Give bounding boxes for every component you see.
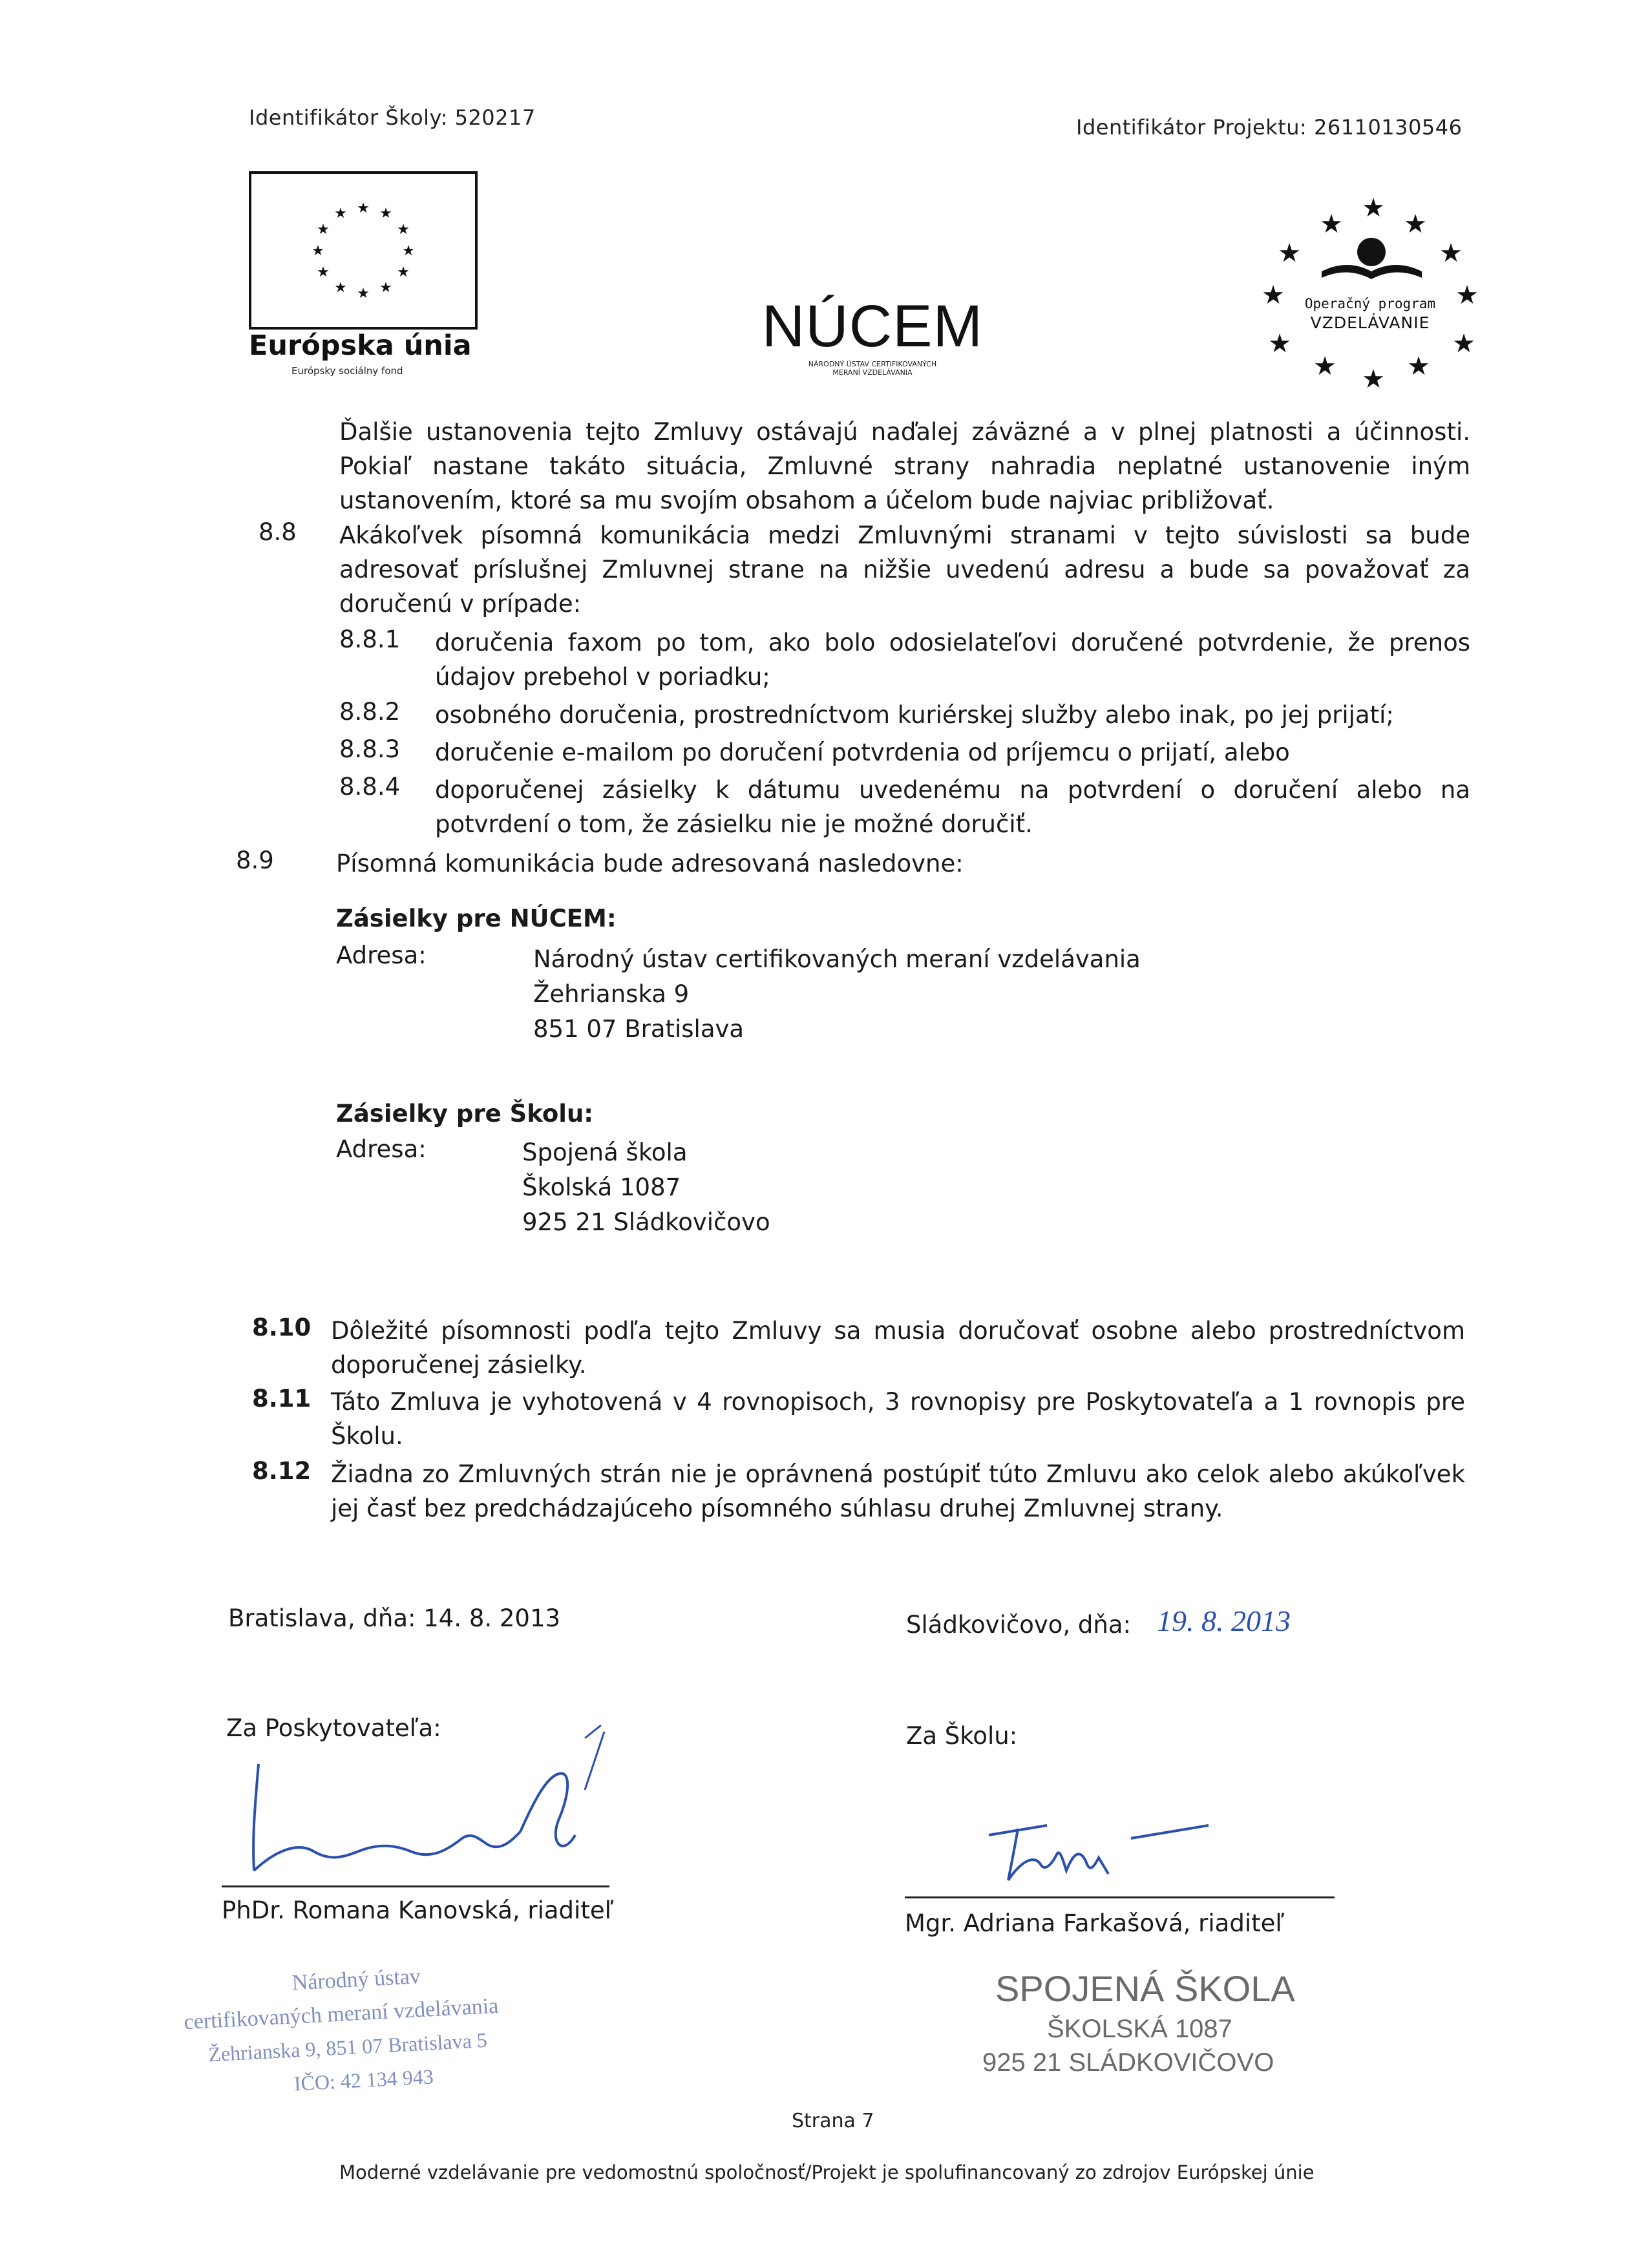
svg-text:★: ★ xyxy=(1262,280,1285,310)
eu-title: Európska únia xyxy=(249,330,472,362)
section-8-8-4-number: 8.8.4 xyxy=(339,773,401,801)
nucem-stamp-line-2: certifikovaných meraní vzdelávania xyxy=(183,1993,500,2035)
project-identifier: Identifikátor Projektu: 26110130546 xyxy=(1076,115,1463,140)
section-8-8-line-1: Akákoľvek písomná komunikácia medzi Zmluvnými stranami v tejto súvislosti sa bude xyxy=(339,521,1470,549)
footer-note: Moderné vzdelávanie pre vedomostnú spoločnosť/Projekt je spolufinancovaný zo zdrojov Európskej únie xyxy=(339,2161,1315,2183)
section-8-12-line-1: Žiadna zo Zmluvných strán nie je oprávnená postúpiť túto Zmluvu ako celok alebo akúkoľvek xyxy=(331,1460,1465,1488)
left-signature-image xyxy=(223,1712,624,1880)
nucem-address-line-2: Žehrianska 9 xyxy=(533,980,690,1008)
nucem-address-label: Adresa: xyxy=(336,941,427,969)
svg-text:★: ★ xyxy=(397,264,410,280)
svg-text:★: ★ xyxy=(317,264,330,280)
section-8-8-number: 8.8 xyxy=(259,518,297,546)
left-place-date: Bratislava, dňa: 14. 8. 2013 xyxy=(228,1604,561,1632)
nucem-stamp xyxy=(174,1944,575,2095)
school-stamp-line-2: ŠKOLSKÁ 1087 xyxy=(1047,2015,1232,2043)
section-8-8-line-2: adresovať príslušnej Zmluvnej strane na nižšie uvedenú adresu a bude sa považovať za xyxy=(339,556,1470,583)
left-signatory-name: PhDr. Romana Kanovská, riaditeľ xyxy=(222,1896,614,1924)
op-book-icon xyxy=(1322,265,1422,279)
nucem-title: NÚCEM xyxy=(761,293,984,359)
svg-text:★: ★ xyxy=(1404,209,1427,239)
svg-text:★: ★ xyxy=(1313,352,1336,381)
school-identifier: Identifikátor Školy: 520217 xyxy=(249,105,536,130)
nucem-stamp-line-4: IČO: 42 134 943 xyxy=(293,2064,434,2095)
intro-line-3: ustanovením, ktoré sa mu svojím obsahom a účelom bude najviac približovať. xyxy=(339,487,1274,514)
section-8-8-2-line-1: osobného doručenia, prostredníctvom kuriérskej služby alebo inak, po jej prijatí; xyxy=(435,701,1394,729)
section-8-11-number: 8.11 xyxy=(252,1385,312,1412)
section-8-8-3-number: 8.8.3 xyxy=(339,735,401,763)
svg-text:★: ★ xyxy=(334,205,347,222)
school-address-label: Adresa: xyxy=(336,1135,427,1163)
intro-line-2: Pokiaľ nastane takáto situácia, Zmluvné strany nahradia neplatné ustanovenie iným xyxy=(339,452,1470,480)
op-line-2: VZDELÁVANIE xyxy=(1310,313,1430,332)
right-signatory-name: Mgr. Adriana Farkašová, riaditeľ xyxy=(905,1909,1285,1937)
right-signature-image xyxy=(969,1809,1228,1887)
right-date-handwritten: 19. 8. 2013 xyxy=(1157,1604,1291,1637)
left-party-label: Za Poskytovateľa: xyxy=(226,1714,441,1742)
section-8-8-1-line-2: údajov prebehol v poriadku; xyxy=(435,663,770,691)
eu-logo xyxy=(249,171,475,377)
school-stamp-line-1: SPOJENÁ ŠKOLA xyxy=(995,1968,1295,2009)
section-8-12-number: 8.12 xyxy=(252,1457,312,1485)
svg-text:★: ★ xyxy=(1439,238,1463,268)
op-stars-icon xyxy=(1260,181,1480,394)
section-8-11-line-1: Táto Zmluva je vyhotovená v 4 rovnopisoch, 3 rovnopisy pre Poskytovateľa a 1 rovnopis pre xyxy=(331,1388,1465,1416)
svg-text:★: ★ xyxy=(1452,329,1475,359)
right-signature-line xyxy=(905,1896,1335,1898)
section-8-8-1-number: 8.8.1 xyxy=(339,625,401,653)
eu-stars-icon xyxy=(251,174,475,327)
nucem-address-line-3: 851 07 Bratislava xyxy=(533,1015,745,1043)
intro-line-1: Ďalšie ustanovenia tejto Zmluvy ostávajú naďalej záväzné a v plnej platnosti a účinnosti. xyxy=(339,418,1470,446)
section-8-8-2-number: 8.8.2 xyxy=(339,698,401,726)
svg-text:★: ★ xyxy=(1278,238,1301,268)
nucem-logo xyxy=(750,294,995,377)
section-8-8-4-line-2: potvrdení o tom, že zásielku nie je možné doručiť. xyxy=(435,810,1033,838)
section-8-9-number: 8.9 xyxy=(236,846,274,874)
section-8-10-line-2: doporučenej zásielky. xyxy=(331,1351,587,1379)
section-8-8-1-line-1: doručenia faxom po tom, ako bolo odosielateľovi doručené potvrdenie, že prenos xyxy=(435,629,1470,656)
svg-text:★: ★ xyxy=(1455,280,1479,310)
section-8-9-line-1: Písomná komunikácia bude adresovaná nasledovne: xyxy=(336,850,964,877)
page-number: Strana 7 xyxy=(792,2110,874,2132)
eu-subtitle: Európsky sociálny fond xyxy=(291,365,403,377)
nucem-address-line-1: Národný ústav certifikovaných meraní vzdelávania xyxy=(533,945,1141,973)
school-address-line-3: 925 21 Sládkovičovo xyxy=(522,1208,770,1236)
section-8-8-4-line-1: doporučenej zásielky k dátumu uvedenému na potvrdení o doručení alebo na xyxy=(435,776,1470,804)
svg-text:★: ★ xyxy=(312,243,324,259)
svg-text:★: ★ xyxy=(1320,209,1343,239)
op-vzdelavanie-logo xyxy=(1260,181,1480,394)
svg-text:★: ★ xyxy=(1407,352,1430,381)
svg-text:★: ★ xyxy=(317,222,330,238)
svg-text:★: ★ xyxy=(1362,364,1385,394)
op-head-icon xyxy=(1357,238,1386,266)
svg-text:★: ★ xyxy=(379,280,392,296)
section-8-8-3-line-1: doručenie e-mailom po doručení potvrdenia od príjemcu o prijatí, alebo xyxy=(435,739,1290,766)
svg-text:★: ★ xyxy=(397,222,410,238)
school-address-line-2: Školská 1087 xyxy=(522,1173,681,1201)
svg-text:★: ★ xyxy=(402,243,415,259)
svg-text:★: ★ xyxy=(334,280,347,296)
section-8-10-line-1: Dôležité písomnosti podľa tejto Zmluvy sa musia doručovať osobne alebo prostredníctvom xyxy=(331,1317,1465,1345)
school-stamp-line-3: 925 21 SLÁDKOVIČOVO xyxy=(982,2048,1274,2077)
section-8-11-line-2: Školu. xyxy=(331,1422,403,1450)
school-address-heading: Zásielky pre Školu: xyxy=(336,1100,594,1128)
svg-text:★: ★ xyxy=(379,205,392,222)
left-signature-line xyxy=(222,1885,609,1887)
nucem-subtitle-2: MERANÍ VZDELÁVANIA xyxy=(832,368,913,377)
svg-text:★: ★ xyxy=(1362,193,1385,223)
section-8-10-number: 8.10 xyxy=(252,1314,312,1341)
svg-text:★: ★ xyxy=(357,286,370,302)
right-place: Sládkovičovo, dňa: xyxy=(906,1611,1131,1639)
right-party-label: Za Školu: xyxy=(906,1722,1018,1750)
nucem-stamp-line-3: Žehrianska 9, 851 07 Bratislava 5 xyxy=(207,2028,488,2066)
section-8-12-line-2: jej časť bez predchádzajúceho písomného súhlasu druhej Zmluvnej strany. xyxy=(331,1495,1223,1522)
nucem-address-heading: Zásielky pre NÚCEM: xyxy=(336,905,617,932)
section-8-8-line-3: doručenú v prípade: xyxy=(339,590,582,618)
svg-text:★: ★ xyxy=(1268,329,1291,359)
school-address-line-1: Spojená škola xyxy=(522,1139,688,1166)
nucem-subtitle-1: NÁRODNÝ ÚSTAV CERTIFIKOVANÝCH xyxy=(808,360,937,368)
op-line-1: Operačný program xyxy=(1304,296,1436,311)
svg-text:★: ★ xyxy=(357,200,370,216)
nucem-stamp-line-1: Národný ústav xyxy=(291,1964,421,1995)
eu-flag xyxy=(249,171,478,330)
